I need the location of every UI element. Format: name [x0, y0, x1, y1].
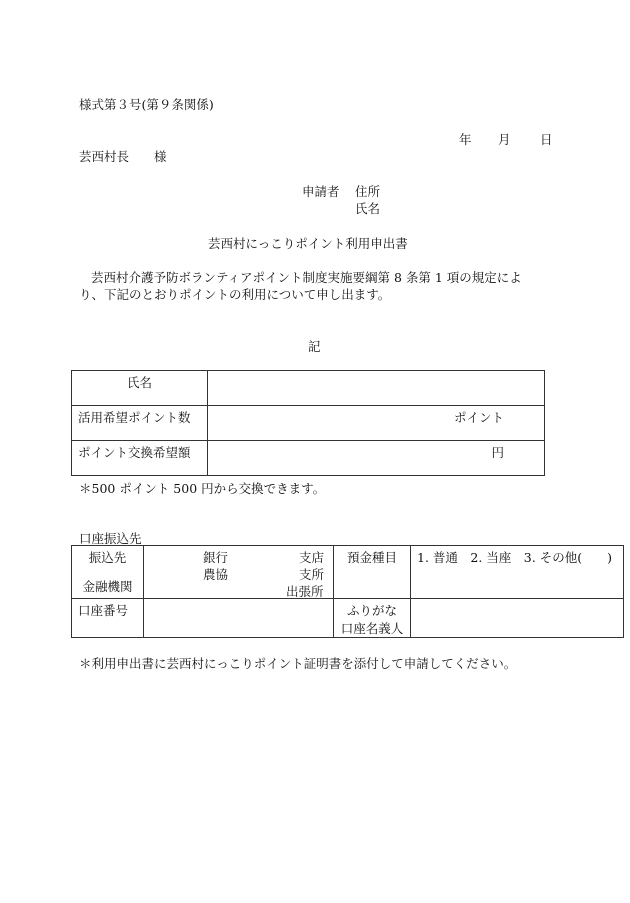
amount-unit: 円 [491, 445, 504, 460]
holder-label-cell [334, 599, 411, 638]
applicant-label: 申請者 [302, 184, 340, 199]
amount-label: ポイント交換希望額 [78, 445, 191, 460]
ki-heading: 記 [308, 339, 321, 354]
applicant-address-label: 住所 [355, 184, 381, 199]
name-label: 氏名 [126, 375, 152, 390]
account-number-value-cell[interactable] [144, 599, 334, 638]
bank-text: 銀行 [203, 550, 229, 565]
holder-label: 口座名義人 [340, 621, 404, 636]
bank-section-title: 口座振込先 [79, 531, 142, 546]
points-value-cell[interactable] [208, 406, 545, 441]
addressee: 芸西村長 様 [79, 149, 167, 164]
deposit-options: 1. 普通 2. 当座 3. その他( ) [417, 550, 612, 565]
points-label: 活用希望ポイント数 [78, 410, 191, 425]
holder-value-cell[interactable] [411, 599, 624, 638]
deposit-type-label-cell [334, 546, 411, 599]
nokyo-text: 農協 [203, 567, 229, 582]
institution-value-cell[interactable] [144, 546, 334, 599]
name-label-cell [72, 371, 208, 406]
amount-value-cell[interactable] [208, 441, 545, 476]
account-number-label-cell [72, 599, 144, 638]
institution-label: 金融機関 [82, 579, 133, 594]
body-text-line1: 芸西村介護予防ボランティアポイント制度実施要綱第 8 条第 1 項の規定によ [91, 270, 522, 285]
office-text: 出張所 [286, 584, 324, 599]
branch-text: 支店 [299, 550, 325, 565]
form-number: 様式第３号(第９条関係) [79, 97, 214, 112]
points-label-cell [72, 406, 208, 441]
points-unit: ポイント [453, 410, 504, 425]
deposit-options-cell[interactable] [411, 546, 624, 599]
deposit-type-label: 預金種目 [346, 550, 397, 565]
body-text-line2: り、下記のとおりポイントの利用について申し出ます。 [79, 287, 391, 302]
name-value-cell[interactable] [208, 371, 545, 406]
bank-table [71, 545, 624, 638]
document-title: 芸西村にっこりポイント利用申出書 [208, 236, 408, 251]
date-day: 日 [540, 132, 553, 147]
transfer-label: 振込先 [88, 550, 127, 565]
account-number-label: 口座番号 [78, 603, 129, 618]
furigana-label: ふりがな [346, 603, 397, 618]
note-attach-certificate: ＊利用申出書に芸西村にっこりポイント証明書を添付して申請してください。 [79, 656, 517, 671]
note-exchange-rate: ＊500 ポイント 500 円から交換できます。 [79, 481, 326, 496]
branch2-text: 支所 [299, 567, 325, 582]
applicant-name-label: 氏名 [355, 201, 381, 216]
date-month: 月 [498, 132, 511, 147]
points-table [71, 370, 545, 476]
date-year: 年 [459, 132, 472, 147]
transfer-label-cell [72, 546, 144, 599]
amount-label-cell [72, 441, 208, 476]
